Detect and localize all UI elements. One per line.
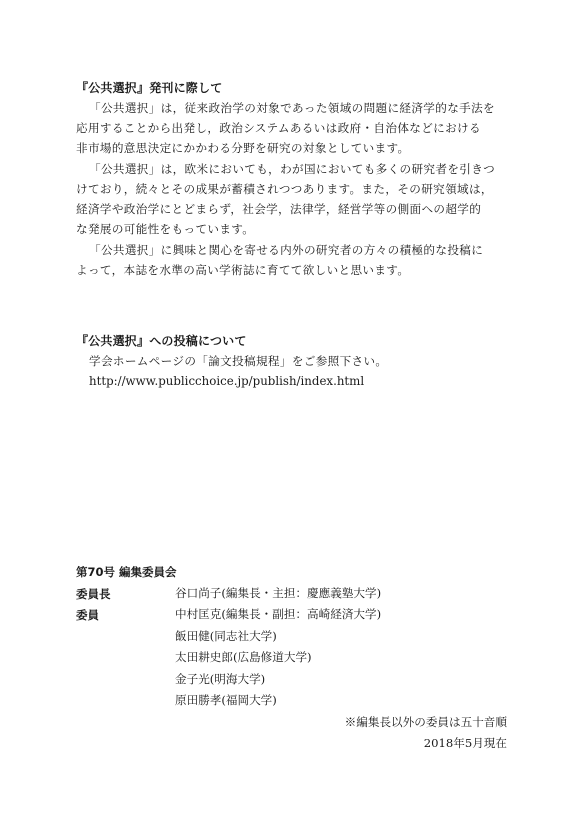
intro-heading: 『公共選択』発刊に際して — [76, 81, 223, 95]
committee-member: 太田耕史郎(広島修道大学) — [175, 650, 312, 664]
submission-url-link[interactable]: http://www.publicchoice.jp/publish/index.html — [89, 374, 365, 388]
intro-line: 「公共選択」は，従来政治学の対象であった領域の問題に経済学的な手法を — [89, 101, 495, 115]
submission-heading: 『公共選択』への投稿について — [76, 334, 247, 348]
chair-role-label: 委員長 — [76, 587, 111, 601]
committee-member: 原田勝孝(福岡大学) — [175, 693, 277, 707]
intro-line: 「公共選択」に興味と関心を寄せる内外の研究者の方々の積極的な投稿に — [89, 243, 484, 257]
intro-line: 経済学や政治学にとどまらず，社会学，法律学，経営学等の側面への超学的 — [76, 202, 482, 216]
intro-line: 非市場的意思決定にかかわる分野を研究の対象としています。 — [76, 141, 410, 155]
intro-line: な発展の可能性をもっています。 — [76, 222, 255, 236]
intro-line: 「公共選択」は，欧米においても，わが国においても多くの研究者を引きつ — [89, 162, 496, 176]
committee-heading: 第70号 編集委員会 — [76, 565, 177, 579]
submission-line: 学会ホームページの「論文投稿規程」をご参照下さい。 — [89, 354, 388, 368]
alphabetical-note: ※編集長以外の委員は五十音順 — [344, 715, 507, 729]
as-of-date: 2018年5月現在 — [423, 736, 507, 750]
intro-line: 応用することから出発し，政治システムあるいは政府・自治体などにおける — [76, 121, 481, 135]
committee-member: 谷口尚子(編集長・主担：慶應義塾大学) — [175, 586, 382, 600]
committee-member: 金子光(明海大学) — [175, 672, 266, 686]
committee-member: 中村匡克(編集長・副担：高崎経済大学) — [175, 607, 382, 621]
committee-member: 飯田健(同志社大学) — [175, 629, 277, 643]
intro-line: けており，続々とその成果が蓄積されつつあります。また，その研究領域は， — [76, 182, 493, 196]
member-role-label: 委員 — [76, 608, 99, 622]
intro-line: よって，本誌を水準の高い学術誌に育てて欲しいと思います。 — [76, 263, 410, 277]
